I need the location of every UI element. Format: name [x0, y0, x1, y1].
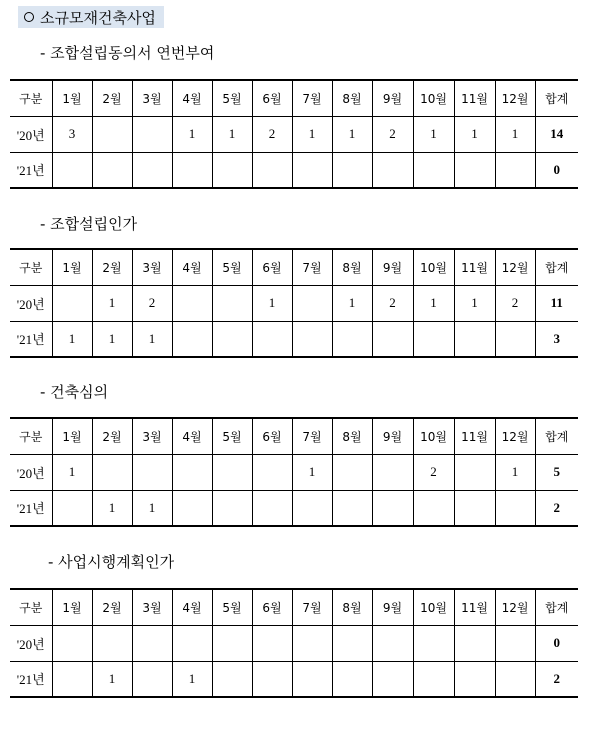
month-value-cell — [52, 285, 92, 321]
month-value-cell: 1 — [332, 285, 372, 321]
header-month-cell: 10월 — [413, 418, 454, 454]
month-value-cell — [52, 490, 92, 526]
month-value-cell: 2 — [372, 116, 413, 152]
header-row — [10, 418, 578, 454]
month-value-cell — [454, 152, 495, 188]
month-value-cell — [495, 321, 535, 357]
header-month-cell: 1월 — [52, 80, 92, 116]
month-value-cell — [132, 625, 172, 661]
total-cell: 2 — [535, 490, 578, 526]
month-value-cell — [372, 625, 413, 661]
month-value-cell: 1 — [92, 661, 132, 697]
header-month-cell: 7월 — [292, 80, 332, 116]
month-value-cell: 1 — [172, 661, 212, 697]
header-month-cell: 2월 — [92, 589, 132, 625]
header-row — [10, 80, 578, 116]
month-value-cell — [454, 490, 495, 526]
month-value-cell — [413, 625, 454, 661]
month-value-cell — [132, 661, 172, 697]
header-month-cell: 1월 — [52, 249, 92, 285]
header-month-cell: 5월 — [212, 589, 252, 625]
month-value-cell — [172, 285, 212, 321]
month-value-cell — [413, 490, 454, 526]
month-value-cell — [92, 625, 132, 661]
header-category-cell: 구분 — [10, 589, 52, 625]
month-value-cell: 1 — [413, 116, 454, 152]
header-month-cell: 7월 — [292, 249, 332, 285]
month-value-cell — [132, 116, 172, 152]
month-value-cell — [332, 321, 372, 357]
total-cell: 3 — [535, 321, 578, 357]
header-month-cell: 7월 — [292, 418, 332, 454]
month-value-cell — [495, 490, 535, 526]
header-month-cell: 11월 — [454, 80, 495, 116]
total-cell: 2 — [535, 661, 578, 697]
month-value-cell: 1 — [92, 321, 132, 357]
month-value-cell — [92, 116, 132, 152]
header-row — [10, 249, 578, 285]
month-value-cell — [252, 625, 292, 661]
year-label-cell: '20년 — [10, 454, 52, 490]
header-month-cell: 8월 — [332, 249, 372, 285]
header-month-cell: 6월 — [252, 249, 292, 285]
month-value-cell — [454, 661, 495, 697]
month-value-cell: 1 — [454, 116, 495, 152]
month-value-cell: 2 — [132, 285, 172, 321]
month-value-cell: 1 — [292, 454, 332, 490]
header-month-cell: 9월 — [372, 418, 413, 454]
month-value-cell — [52, 152, 92, 188]
header-month-cell: 1월 — [52, 418, 92, 454]
header-month-cell: 10월 — [413, 589, 454, 625]
document-title-text: 소규모재건축사업 — [40, 8, 156, 27]
month-value-cell — [413, 661, 454, 697]
month-value-cell: 1 — [172, 116, 212, 152]
table-row — [10, 285, 578, 321]
header-month-cell: 12월 — [495, 589, 535, 625]
month-value-cell — [372, 321, 413, 357]
circle-bullet-icon — [24, 12, 34, 22]
month-value-cell: 1 — [132, 321, 172, 357]
header-month-cell: 4월 — [172, 418, 212, 454]
month-value-cell — [292, 490, 332, 526]
header-month-cell: 5월 — [212, 80, 252, 116]
month-value-cell — [252, 490, 292, 526]
month-value-cell — [372, 152, 413, 188]
month-value-cell — [495, 152, 535, 188]
month-value-cell — [212, 152, 252, 188]
table-row — [10, 661, 578, 697]
header-month-cell: 9월 — [372, 80, 413, 116]
month-value-cell — [252, 661, 292, 697]
month-value-cell — [212, 285, 252, 321]
month-value-cell — [332, 454, 372, 490]
month-value-cell: 2 — [413, 454, 454, 490]
table-row — [10, 625, 578, 661]
section-table-3 — [10, 417, 578, 527]
header-month-cell: 6월 — [252, 80, 292, 116]
month-value-cell — [132, 454, 172, 490]
month-value-cell — [454, 321, 495, 357]
header-month-cell: 11월 — [454, 589, 495, 625]
header-month-cell: 8월 — [332, 418, 372, 454]
header-month-cell: 3월 — [132, 249, 172, 285]
month-value-cell — [252, 321, 292, 357]
header-month-cell: 3월 — [132, 589, 172, 625]
section-heading-2: - 조합설립인가 — [40, 215, 138, 233]
month-value-cell — [292, 321, 332, 357]
header-total-cell: 합계 — [535, 418, 578, 454]
month-value-cell — [172, 454, 212, 490]
header-total-cell: 합계 — [535, 249, 578, 285]
month-value-cell — [332, 625, 372, 661]
section-heading-4: - 사업시행계획인가 — [48, 553, 175, 571]
section-table-1 — [10, 79, 578, 189]
year-label-cell: '20년 — [10, 285, 52, 321]
month-value-cell: 3 — [52, 116, 92, 152]
header-month-cell: 12월 — [495, 418, 535, 454]
month-value-cell: 2 — [495, 285, 535, 321]
section-heading-3: - 건축심의 — [40, 383, 109, 401]
total-cell: 0 — [535, 152, 578, 188]
month-value-cell: 1 — [52, 321, 92, 357]
header-month-cell: 10월 — [413, 249, 454, 285]
month-value-cell: 1 — [52, 454, 92, 490]
month-value-cell — [212, 454, 252, 490]
year-label-cell: '20년 — [10, 116, 52, 152]
header-month-cell: 5월 — [212, 418, 252, 454]
header-category-cell: 구분 — [10, 249, 52, 285]
header-month-cell: 8월 — [332, 589, 372, 625]
month-value-cell — [252, 152, 292, 188]
total-cell: 14 — [535, 116, 578, 152]
month-value-cell: 1 — [413, 285, 454, 321]
header-month-cell: 2월 — [92, 418, 132, 454]
month-value-cell: 2 — [252, 116, 292, 152]
header-month-cell: 8월 — [332, 80, 372, 116]
table-row — [10, 454, 578, 490]
month-value-cell: 1 — [495, 116, 535, 152]
header-month-cell: 4월 — [172, 589, 212, 625]
month-value-cell: 1 — [132, 490, 172, 526]
header-row — [10, 589, 578, 625]
month-value-cell — [172, 152, 212, 188]
month-value-cell: 1 — [252, 285, 292, 321]
year-label-cell: '20년 — [10, 625, 52, 661]
year-label-cell: '21년 — [10, 321, 52, 357]
month-value-cell — [413, 321, 454, 357]
month-value-cell — [454, 454, 495, 490]
month-value-cell — [52, 661, 92, 697]
month-value-cell — [332, 152, 372, 188]
month-value-cell: 1 — [92, 285, 132, 321]
month-value-cell — [332, 490, 372, 526]
section-table-4 — [10, 588, 578, 698]
table-row — [10, 116, 578, 152]
month-value-cell — [212, 321, 252, 357]
total-cell: 5 — [535, 454, 578, 490]
year-label-cell: '21년 — [10, 152, 52, 188]
month-value-cell — [413, 152, 454, 188]
table-row — [10, 152, 578, 188]
month-value-cell — [212, 661, 252, 697]
header-month-cell: 2월 — [92, 249, 132, 285]
month-value-cell — [292, 661, 332, 697]
document-title — [18, 6, 164, 28]
header-month-cell: 12월 — [495, 80, 535, 116]
month-value-cell — [372, 661, 413, 697]
month-value-cell — [172, 490, 212, 526]
month-value-cell: 1 — [292, 116, 332, 152]
month-value-cell — [495, 625, 535, 661]
header-month-cell: 1월 — [52, 589, 92, 625]
header-month-cell: 9월 — [372, 249, 413, 285]
month-value-cell: 1 — [92, 490, 132, 526]
month-value-cell — [454, 625, 495, 661]
month-value-cell — [292, 152, 332, 188]
month-value-cell — [495, 661, 535, 697]
header-category-cell: 구분 — [10, 418, 52, 454]
month-value-cell — [92, 152, 132, 188]
total-cell: 0 — [535, 625, 578, 661]
header-month-cell: 4월 — [172, 80, 212, 116]
table-row — [10, 321, 578, 357]
month-value-cell — [212, 490, 252, 526]
month-value-cell — [172, 625, 212, 661]
month-value-cell: 1 — [454, 285, 495, 321]
month-value-cell — [212, 625, 252, 661]
month-value-cell — [132, 152, 172, 188]
header-month-cell: 3월 — [132, 418, 172, 454]
month-value-cell: 1 — [495, 454, 535, 490]
month-value-cell — [332, 661, 372, 697]
total-cell: 11 — [535, 285, 578, 321]
header-total-cell: 합계 — [535, 80, 578, 116]
table-row — [10, 490, 578, 526]
section-table-2 — [10, 248, 578, 358]
month-value-cell — [372, 490, 413, 526]
header-month-cell: 5월 — [212, 249, 252, 285]
month-value-cell: 2 — [372, 285, 413, 321]
header-month-cell: 11월 — [454, 249, 495, 285]
header-month-cell: 4월 — [172, 249, 212, 285]
header-month-cell: 9월 — [372, 589, 413, 625]
section-heading-1: - 조합설립동의서 연번부여 — [40, 44, 215, 62]
month-value-cell — [292, 625, 332, 661]
header-category-cell: 구분 — [10, 80, 52, 116]
header-month-cell: 3월 — [132, 80, 172, 116]
month-value-cell — [372, 454, 413, 490]
header-total-cell: 합계 — [535, 589, 578, 625]
year-label-cell: '21년 — [10, 661, 52, 697]
month-value-cell — [52, 625, 92, 661]
year-label-cell: '21년 — [10, 490, 52, 526]
header-month-cell: 6월 — [252, 418, 292, 454]
header-month-cell: 12월 — [495, 249, 535, 285]
month-value-cell — [292, 285, 332, 321]
header-month-cell: 11월 — [454, 418, 495, 454]
header-month-cell: 10월 — [413, 80, 454, 116]
month-value-cell — [92, 454, 132, 490]
month-value-cell — [172, 321, 212, 357]
month-value-cell: 1 — [212, 116, 252, 152]
month-value-cell: 1 — [332, 116, 372, 152]
month-value-cell — [252, 454, 292, 490]
header-month-cell: 6월 — [252, 589, 292, 625]
header-month-cell: 7월 — [292, 589, 332, 625]
header-month-cell: 2월 — [92, 80, 132, 116]
